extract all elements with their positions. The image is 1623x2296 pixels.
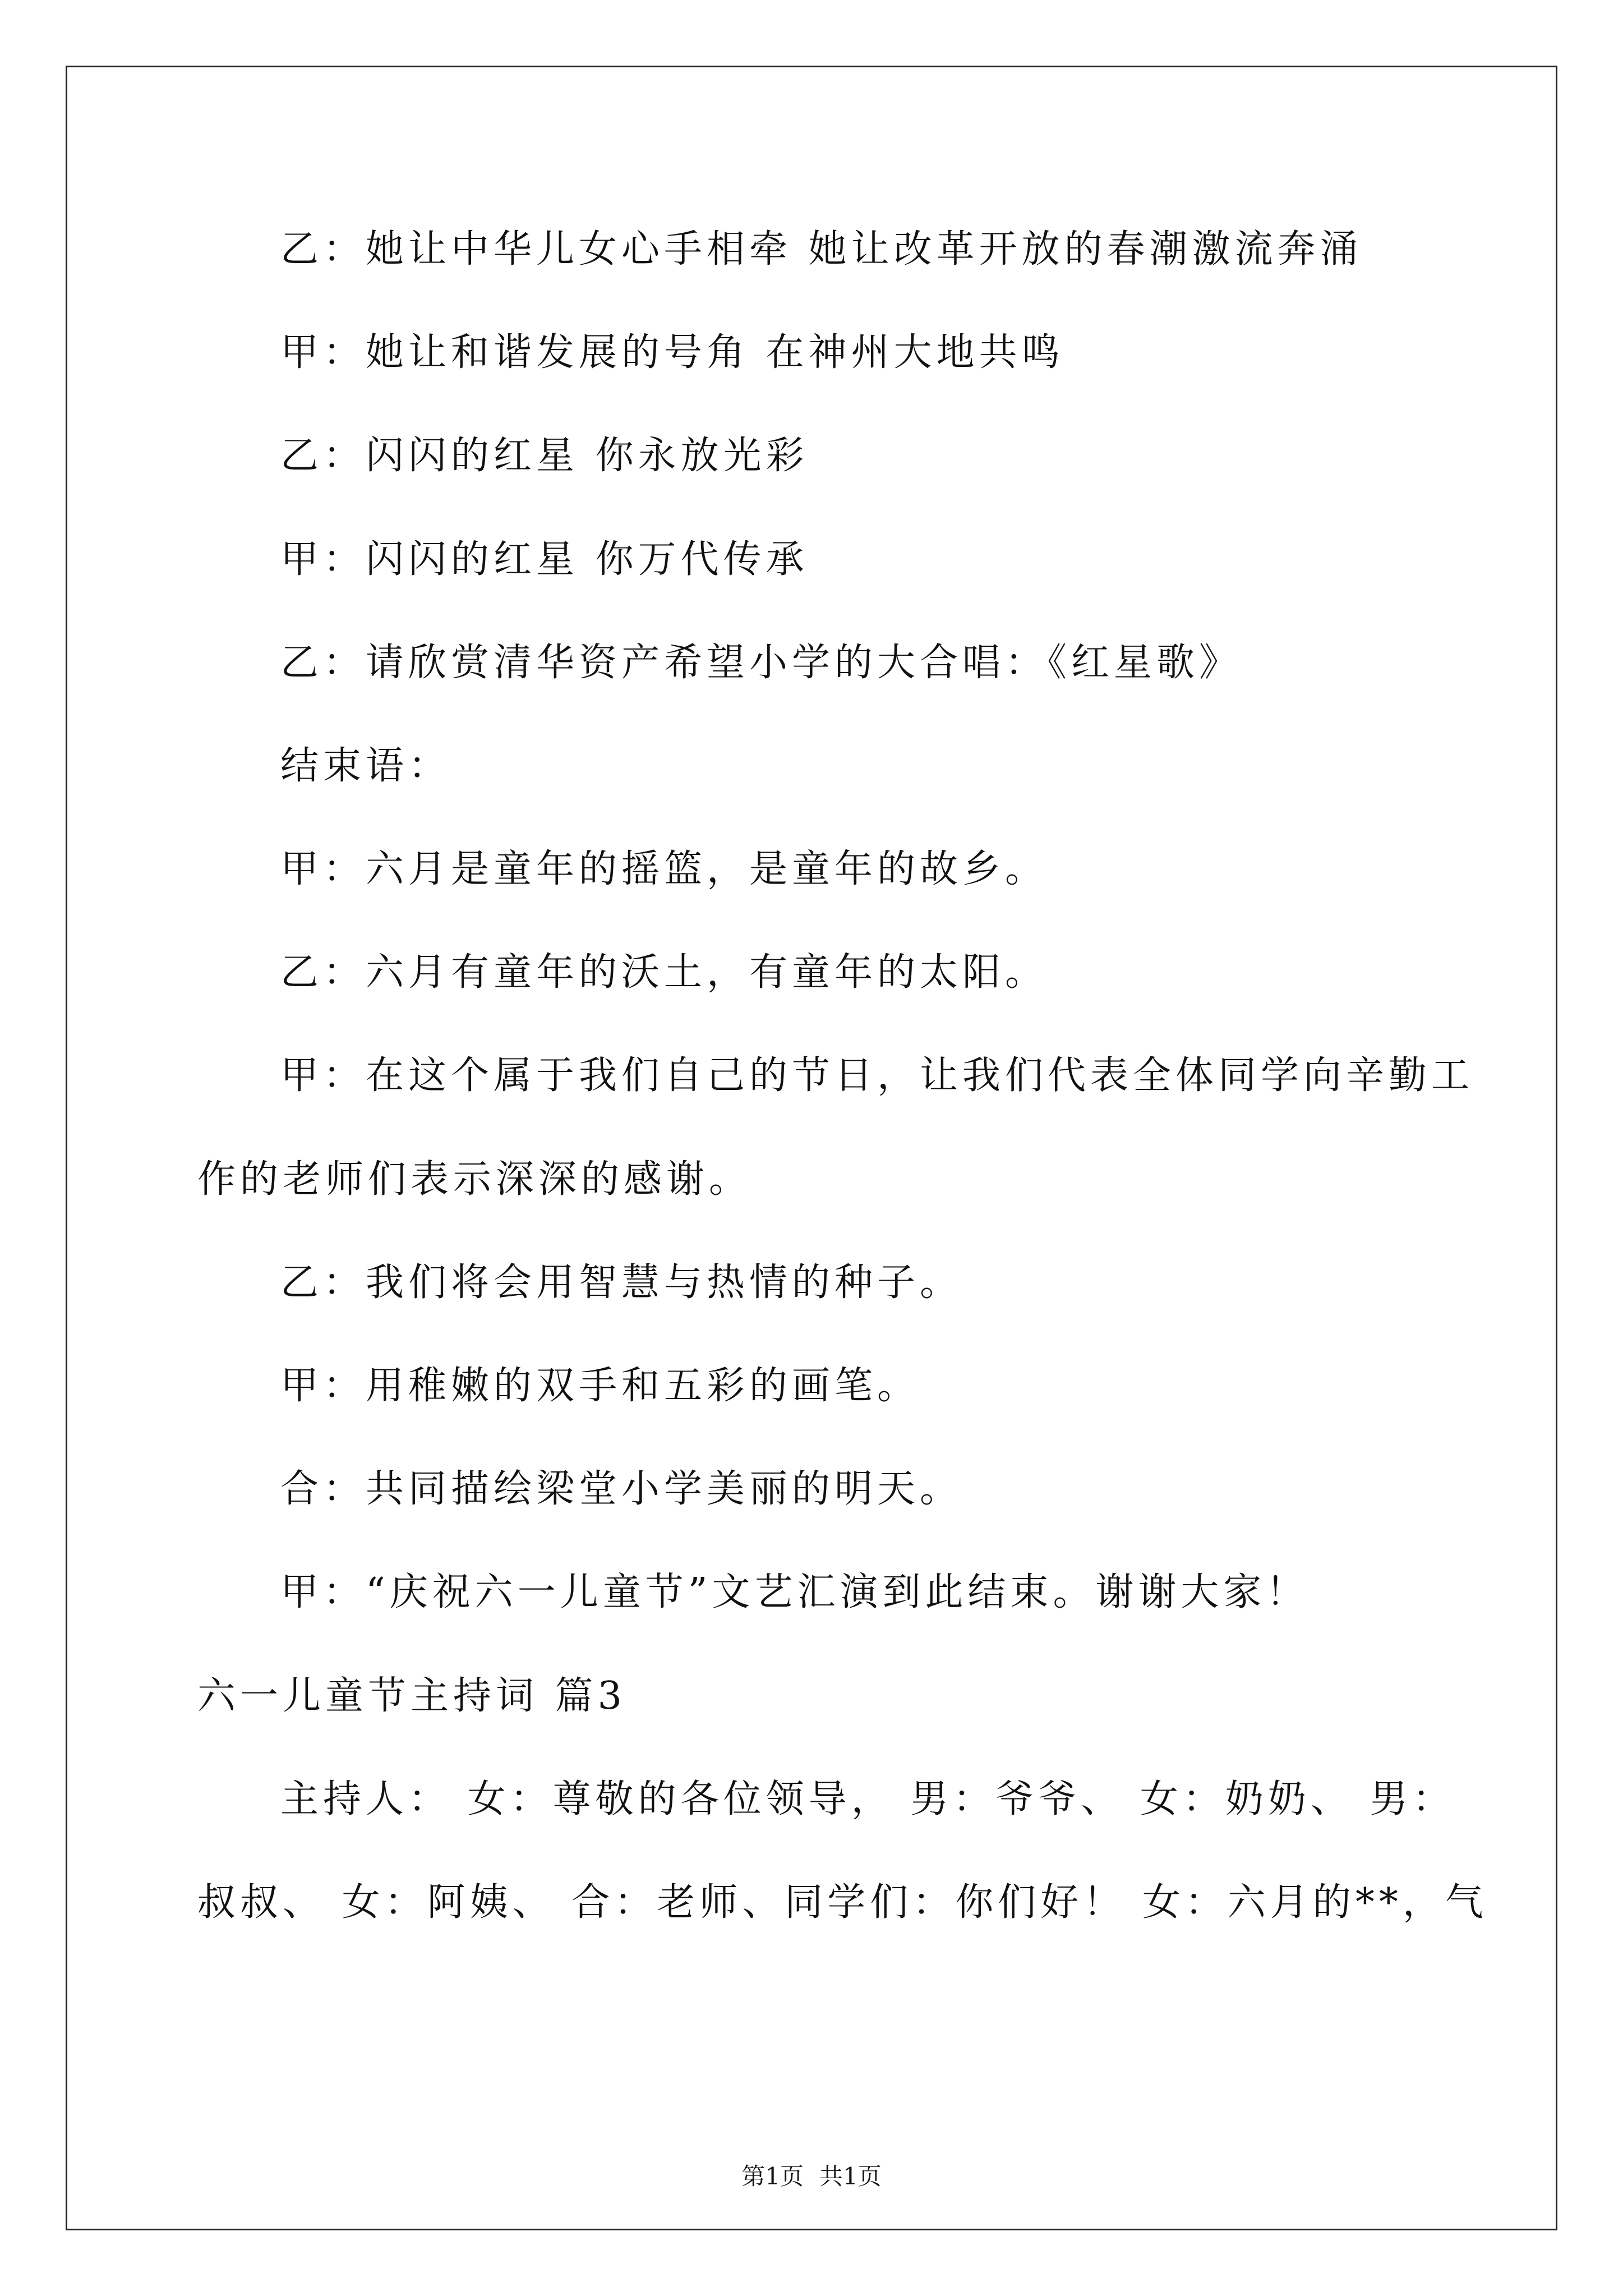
text-line-13: 合：共同描绘梁堂小学美丽的明天。 [280, 1467, 963, 1511]
text-line-3: 乙：闪闪的红星 你永放光彩 [280, 434, 809, 478]
text-line-14: 甲：“庆祝六一儿童节”文艺汇演到此结束。谢谢大家！ [280, 1570, 1309, 1614]
text-line-10: 作的老师们表示深深的感谢。 [197, 1157, 752, 1202]
text-line-11: 乙：我们将会用智慧与热情的种子。 [280, 1260, 963, 1305]
text-line-4: 甲：闪闪的红星 你万代传承 [280, 537, 809, 582]
text-line-8: 乙：六月有童年的沃土，有童年的太阳。 [280, 950, 1048, 995]
text-line-5: 乙：请欣赏清华资产希望小学的大合唱：《红星歌》 [280, 641, 1242, 685]
page-number: 第1页 [741, 2162, 804, 2190]
page-footer [0, 2160, 1623, 2193]
text-line-17: 叔叔、 女：阿姨、 合：老师、同学们：你们好！ 女：六月的**，气 [197, 1880, 1488, 1925]
text-line-9: 甲：在这个属于我们自己的节日，让我们代表全体同学向辛勤工 [280, 1053, 1474, 1098]
section-heading-closing: 结束语： [280, 744, 451, 788]
section-title: 六一儿童节主持词 篇3 [197, 1674, 626, 1718]
page-total: 共1页 [819, 2162, 882, 2190]
text-line-7: 甲：六月是童年的摇篮，是童年的故乡。 [280, 847, 1048, 891]
text-line-12: 甲：用稚嫩的双手和五彩的画笔。 [280, 1364, 920, 1408]
text-line-2: 甲：她让和谐发展的号角 在神州大地共鸣 [280, 330, 1064, 375]
text-line-1: 乙：她让中华儿女心手相牵 她让改革开放的春潮激流奔涌 [280, 227, 1363, 272]
text-line-16: 主持人： 女：尊敬的各位领导， 男：爷爷、 女：奶奶、 男： [280, 1777, 1455, 1821]
